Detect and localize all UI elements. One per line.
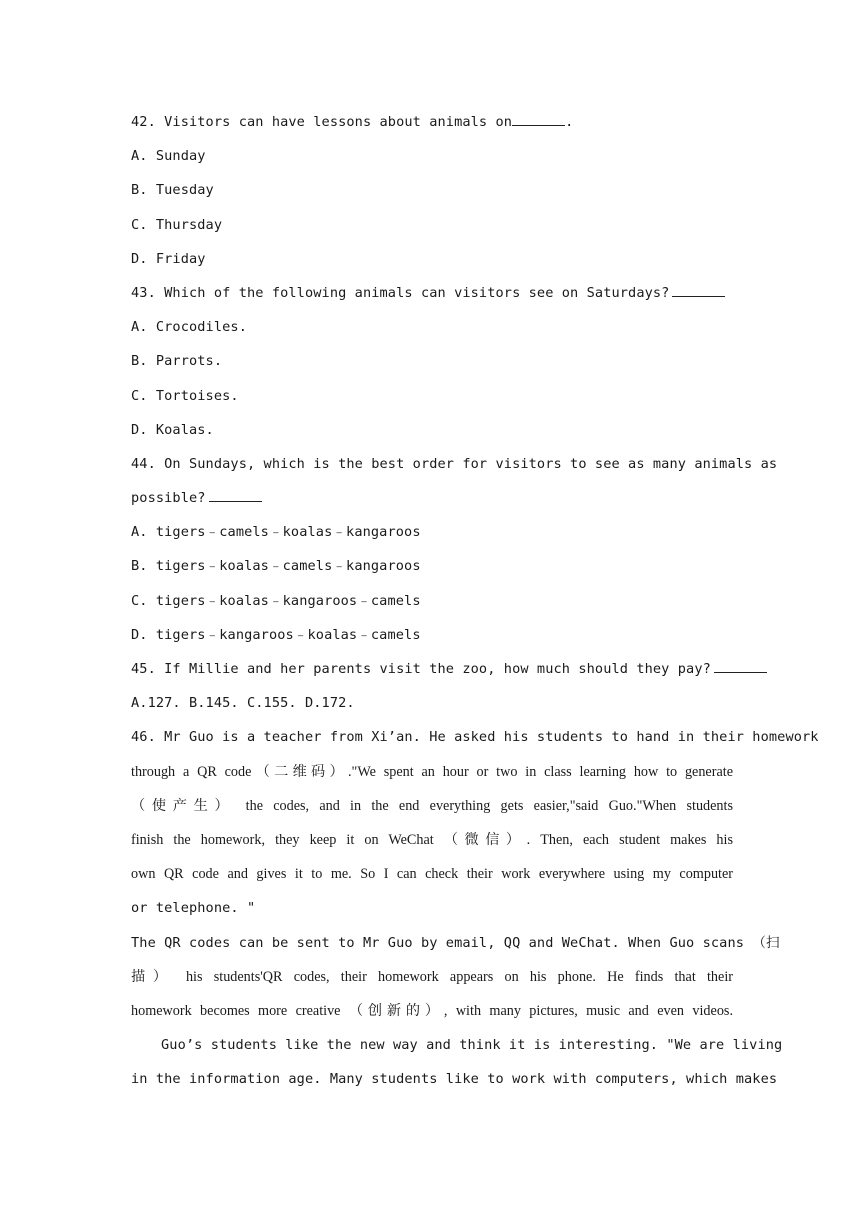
passage-line-3: （使产生） the codes, and in the end everything gets easier,"said Guo."When students <box>131 797 733 814</box>
passage-line-5: own QR code and gives it to me. So I can check their work everywhere using my computer <box>131 866 733 883</box>
answer-blank-45 <box>714 658 767 673</box>
q42-option-c: C. Thursday <box>131 216 223 233</box>
question-45-text: 45. If Millie and her parents visit the zoo, how much should they pay? <box>131 661 711 677</box>
question-44-stem-line1: 44. On Sundays, which is the best order for visitors to see as many animals as <box>131 455 778 472</box>
q42-option-d: D. Friday <box>131 250 206 267</box>
question-42-text: 42. Visitors can have lessons about animals on <box>131 114 513 130</box>
passage-line-1: 46. Mr Guo is a teacher from Xi’an. He asked his students to hand in their homework <box>131 729 819 746</box>
question-43-text: 43. Which of the following animals can visitors see on Saturdays? <box>131 284 670 301</box>
q43-option-a: A. Crocodiles. <box>131 319 247 336</box>
q43-option-c: C. Tortoises. <box>131 387 239 404</box>
passage-line-11: in the information age. Many students like to work with computers, which makes <box>131 1071 778 1088</box>
q45-options: A.127. B.145. C.155. D.172. <box>131 695 355 712</box>
passage-line-2: through a QR code（二维码）."We spent an hour or two in class learning how to generate <box>131 763 733 780</box>
question-45-stem <box>131 655 733 689</box>
question-44-text: possible? <box>131 490 206 507</box>
q44-option-d: D. tigers﹣kangaroos﹣koalas﹣camels <box>131 626 421 643</box>
passage-line-9: homework becomes more creative （创新的）, with many pictures, music and even videos. <box>131 1002 733 1019</box>
q44-option-b: B. tigers﹣koalas﹣camels﹣kangaroos <box>131 558 421 575</box>
passage-line-10: Guo’s students like the new way and think it is interesting. "We are living <box>161 1037 783 1054</box>
answer-blank-43 <box>672 282 725 297</box>
answer-blank-44 <box>209 487 262 502</box>
q44-option-c: C. tigers﹣koalas﹣kangaroos﹣camels <box>131 592 421 609</box>
q42-option-a: A. Sunday <box>131 148 206 165</box>
q42-option-b: B. Tuesday <box>131 182 214 199</box>
passage-line-7: The QR codes can be sent to Mr Guo by email, QQ and WeChat. When Guo scans （扫 <box>131 934 780 951</box>
question-44-stem-line2 <box>131 484 733 518</box>
q43-option-d: D. Koalas. <box>131 421 214 438</box>
answer-blank-42 <box>512 111 565 126</box>
q43-option-b: B. Parrots. <box>131 353 223 370</box>
q44-option-a: A. tigers﹣camels﹣koalas﹣kangaroos <box>131 524 421 541</box>
passage-line-6: or telephone. " <box>131 900 256 917</box>
passage-line-8: 描） his students'QR codes, their homework appears on his phone. He finds that their <box>131 968 733 985</box>
passage-line-4: finish the homework, they keep it on WeChat （微信）. Then, each student makes his <box>131 831 733 848</box>
question-42-stem <box>131 108 733 142</box>
question-43-stem <box>131 279 733 313</box>
document-page <box>131 108 819 1099</box>
question-42-end: . <box>565 114 574 130</box>
